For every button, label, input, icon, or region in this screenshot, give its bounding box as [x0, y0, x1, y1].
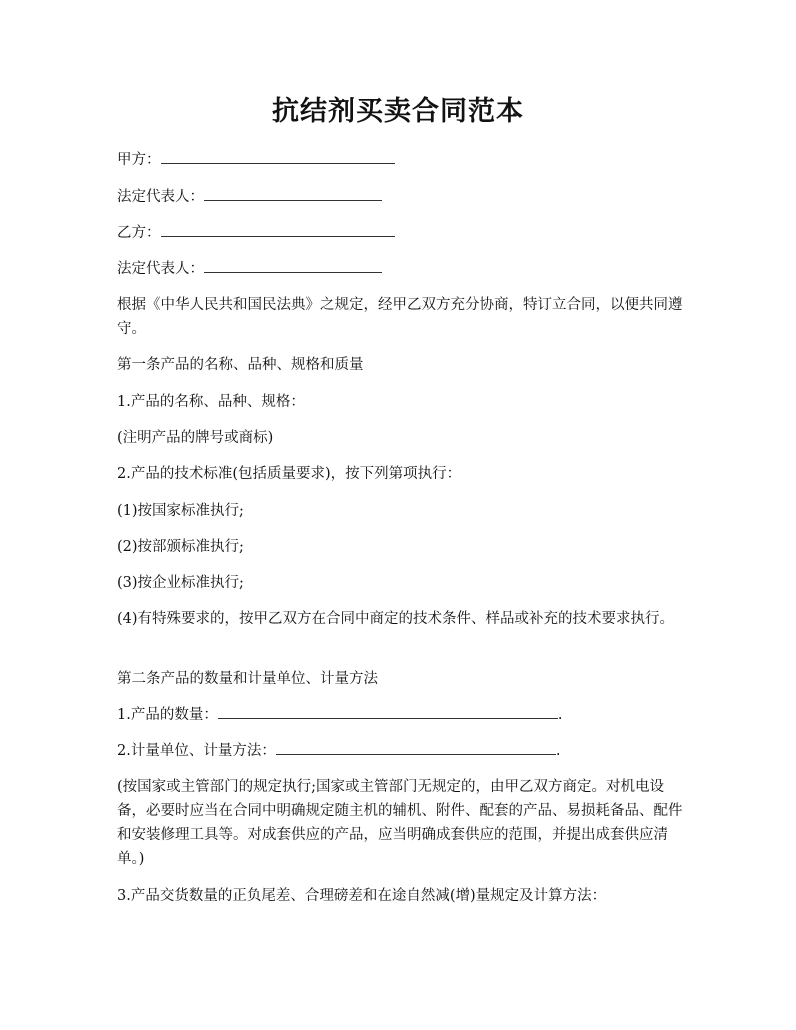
preamble-paragraph: 根据《中华人民共和国民法典》之规定，经甲乙双方充分协商，特订立合同，以便共同遵守。 [117, 297, 683, 337]
item-1-2: 2.产品的技术标准(包括质量要求)，按下列第项执行： [117, 466, 462, 482]
item-2-1-end: . [557, 707, 563, 723]
item-2-2-note: (按国家或主管部门的规定执行;国家或主管部门无规定的，由甲乙双方商定。对机电设备，必要时应当在合同中明确规定随主机的辅机、附件、配套的产品、易损耗备品、配件和安装修理工具等。对成套供应的产品，应当明确成套供应的范围，并提出成套供应清单。) [117, 779, 683, 867]
item-1-1-note: (注明产品的牌号或商标) [117, 430, 274, 446]
legal-rep-a-blank [204, 185, 382, 201]
legal-rep-a-line [117, 185, 683, 209]
option-2: (2)按部颁标准执行; [117, 539, 244, 555]
document-title: 抗结剂买卖合同范本 [272, 96, 524, 127]
option-4: (4)有特殊要求的，按甲乙双方在合同中商定的技术条件、样品或补充的技术要求执行。 [117, 611, 675, 627]
item-2-1-label: 1.产品的数量： [117, 707, 218, 723]
party-a-label: 甲方： [117, 152, 161, 168]
item-2-1-blank [218, 703, 558, 719]
legal-rep-a-label: 法定代表人： [117, 189, 204, 205]
item-1-1: 1.产品的名称、品种、规格： [117, 394, 305, 410]
option-3: (3)按企业标准执行; [117, 575, 244, 591]
item-2-2-label: 2.计量单位、计量方法： [117, 743, 276, 759]
party-a-blank [161, 148, 395, 164]
option-1: (1)按国家标准执行; [117, 503, 244, 519]
legal-rep-b-line [117, 257, 683, 281]
party-b-blank [161, 221, 395, 237]
party-b-line [117, 221, 683, 245]
item-2-2-end: . [555, 743, 561, 759]
item-2-3: 3.产品交货数量的正负尾差、合理磅差和在途自然减(增)量规定及计算方法： [117, 888, 607, 904]
legal-rep-b-label: 法定代表人： [117, 261, 204, 277]
item-2-2-line [117, 739, 683, 763]
article-1-heading: 第一条产品的名称、品种、规格和质量 [117, 357, 364, 373]
party-b-label: 乙方： [117, 225, 161, 241]
party-a-line [117, 148, 683, 172]
item-2-1-line [117, 703, 683, 727]
article-2-heading: 第二条产品的数量和计量单位、计量方法 [117, 671, 378, 687]
legal-rep-b-blank [204, 257, 382, 273]
item-2-2-blank [276, 739, 556, 755]
